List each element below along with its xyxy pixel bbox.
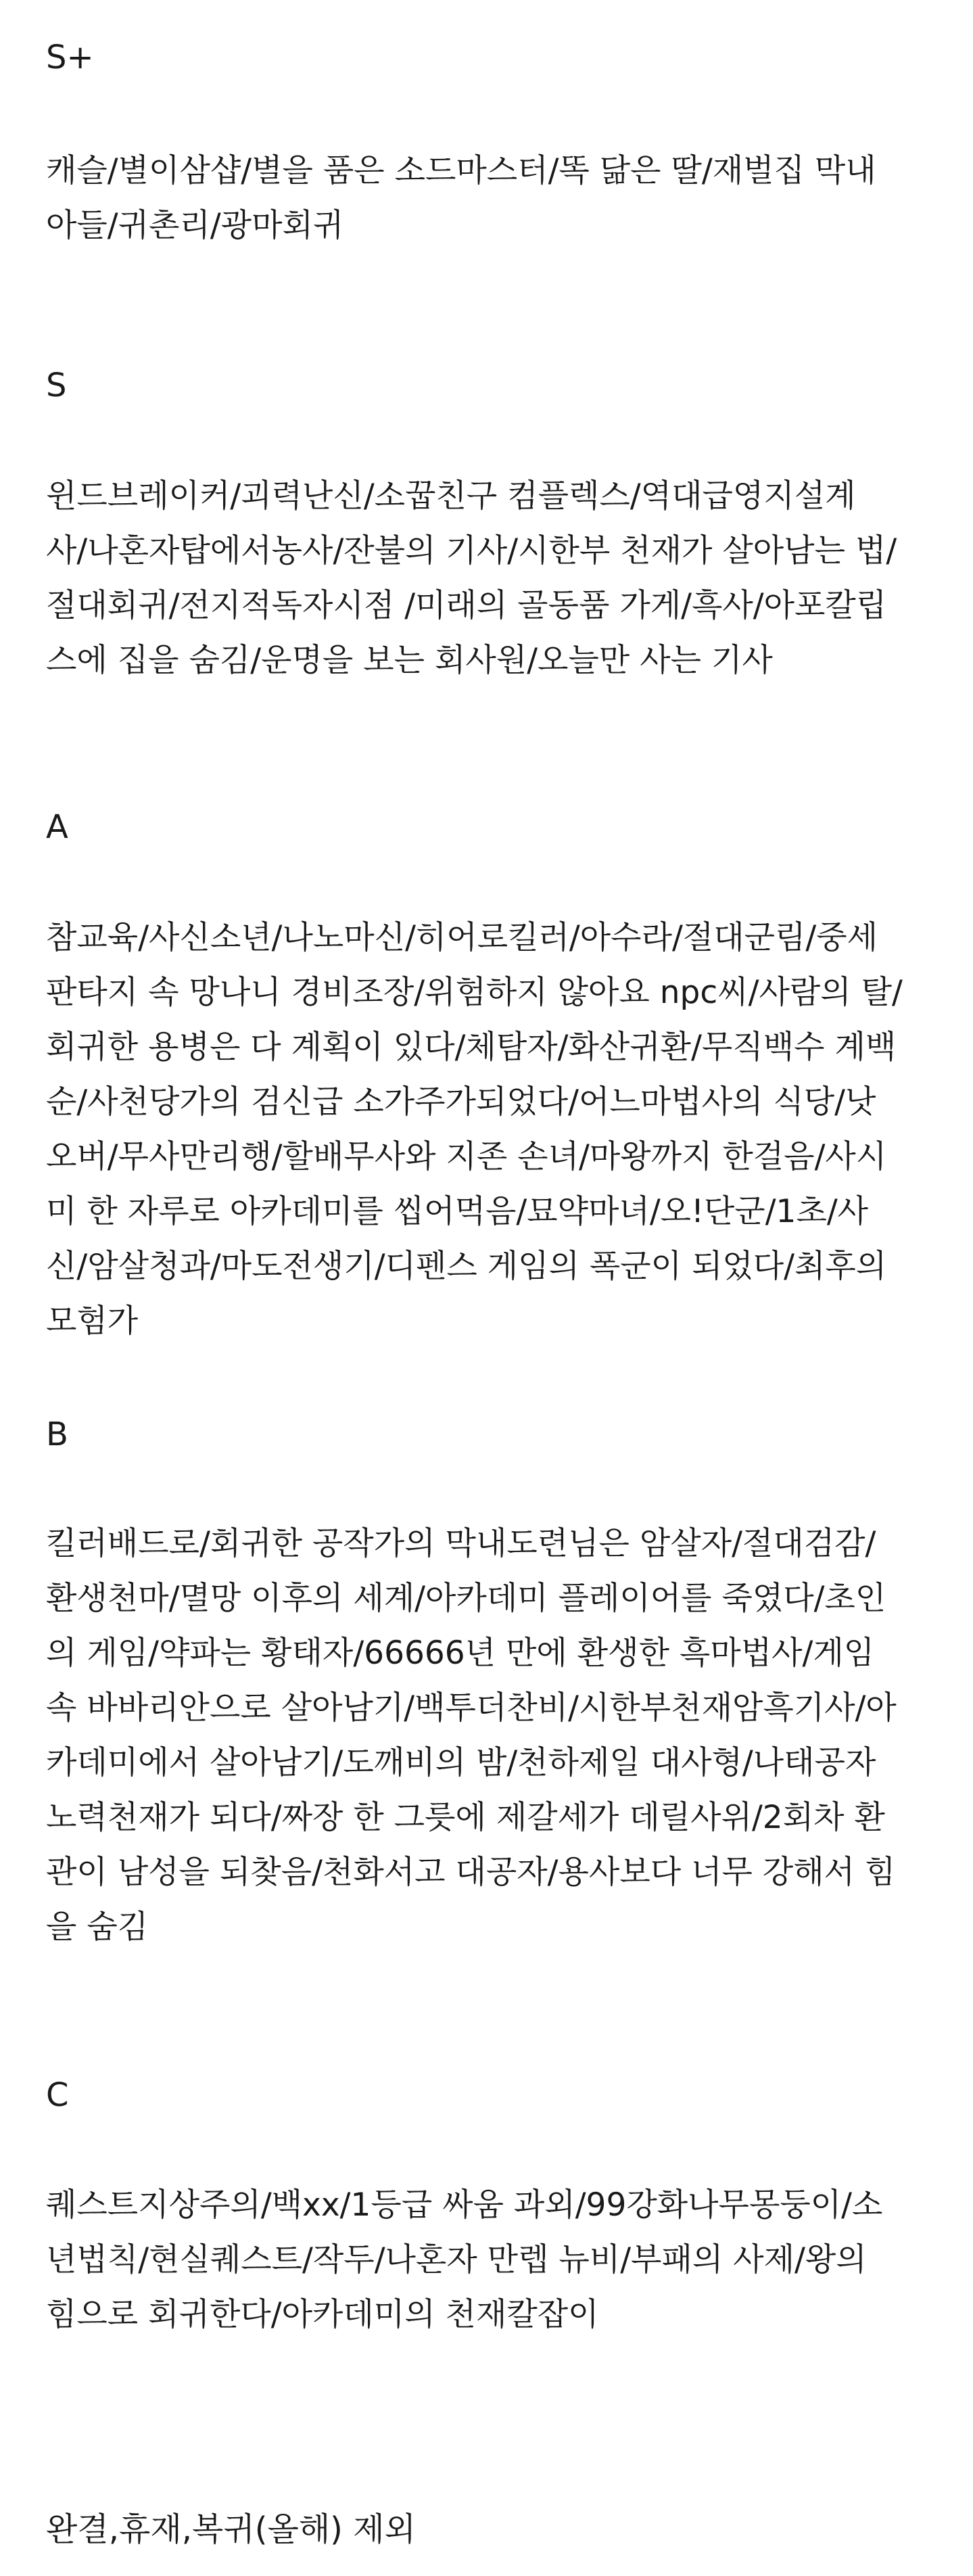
list-line: 퀘스트지상주의/백xx/1등급 싸움 과외/99강화나무몽둥이/소 (46, 2186, 883, 2224)
list-line: 의 게임/약파는 황태자/66666년 만에 환생한 흑마법사/게임 (46, 1635, 875, 1672)
list-line: 카데미에서 살아남기/도깨비의 밤/천하제일 대사형/나태공자 (46, 1744, 876, 1781)
list-line: 노력천재가 되다/짜장 한 그릇에 제갈세가 데릴사위/2회차 환 (46, 1799, 885, 1836)
tier-list-c (46, 2178, 932, 2342)
list-line: 미 한 자루로 아카데미를 씹어먹음/묘약마녀/오!단군/1초/사 (46, 1193, 869, 1230)
tier-list-s (46, 469, 932, 688)
list-line: 순/사천당가의 검신급 소가주가되었다/어느마법사의 식당/낫 (46, 1083, 876, 1121)
list-line: 년법칙/현실퀘스트/작두/나혼자 만렙 뉴비/부패의 사제/왕의 (46, 2241, 867, 2278)
exclusion-note: 완결,휴재,복귀(올해) 제외 (46, 2510, 416, 2548)
tier-list-a (46, 910, 932, 1349)
tier-list-b (46, 1516, 932, 1954)
tier-heading-a: A (46, 808, 68, 846)
list-line: 사/나혼자탑에서농사/잔불의 기사/시한부 천재가 살아남는 법/ (46, 532, 897, 569)
list-line: 스에 집을 숨김/운명을 보는 회사원/오늘만 사는 기사 (46, 642, 773, 679)
list-line: 캐슬/별이삼샵/별을 품은 소드마스터/똑 닮은 딸/재벌집 막내 (46, 152, 876, 189)
list-line: 참교육/사신소년/나노마신/히어로킬러/아수라/절대군림/중세 (46, 919, 878, 956)
list-line: 윈드브레이커/괴력난신/소꿉친구 컴플렉스/역대급영지설계 (46, 477, 856, 515)
list-line: 판타지 속 망나니 경비조장/위험하지 않아요 npc씨/사람의 탈/ (46, 974, 903, 1011)
list-line: 아들/귀촌리/광마회귀 (46, 207, 344, 244)
list-line: 을 숨김 (46, 1908, 149, 1946)
list-line: 신/암살청과/마도전생기/디펜스 게임의 폭군이 되었다/최후의 (46, 1248, 887, 1285)
list-line: 힘으로 회귀한다/아카데미의 천재칼잡이 (46, 2296, 599, 2333)
tier-heading-b: B (46, 1415, 68, 1453)
list-line: 속 바바리안으로 살아남기/백투더찬비/시한부천재암흑기사/아 (46, 1689, 897, 1727)
tier-heading-c: C (46, 2076, 69, 2114)
list-line: 모험가 (46, 1303, 139, 1340)
list-line: 절대회귀/전지적독자시점 /미래의 골동품 가게/흑사/아포칼립 (46, 587, 887, 624)
list-line: 회귀한 용병은 다 계획이 있다/체탐자/화산귀환/무직백수 계백 (46, 1029, 897, 1066)
list-line: 킬러배드로/회귀한 공작가의 막내도련님은 암살자/절대검감/ (46, 1525, 876, 1562)
list-line: 관이 남성을 되찾음/천화서고 대공자/용사보다 너무 강해서 힘 (46, 1854, 896, 1891)
tier-list-s-plus (46, 143, 932, 253)
list-line: 환생천마/멸망 이후의 세계/아카데미 플레이어를 죽였다/초인 (46, 1580, 886, 1617)
list-line: 오버/무사만리행/할배무사와 지존 손녀/마왕까지 한걸음/사시 (46, 1138, 887, 1175)
tier-heading-s-plus: S+ (46, 39, 94, 76)
tier-heading-s: S (46, 367, 67, 404)
